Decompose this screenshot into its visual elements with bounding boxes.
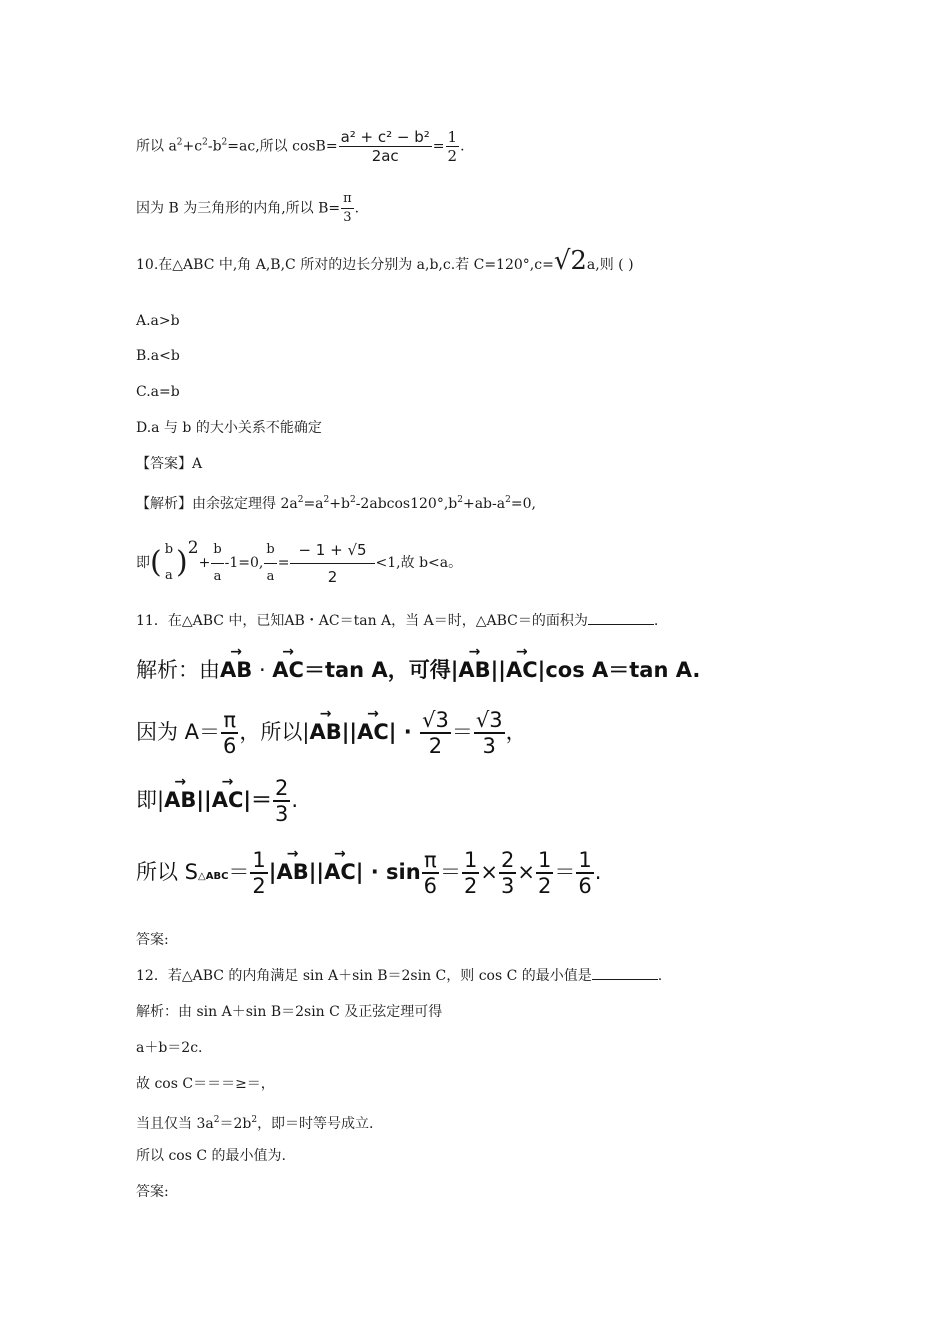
sup: 2: [457, 495, 463, 505]
line-cosB: [136, 128, 465, 165]
numerator: − 1 + √5: [290, 537, 374, 564]
text: |: [268, 860, 277, 884]
explanation-12-e: 所以 cos C 的最小值为.: [136, 1148, 286, 1164]
vector-ab: → AB: [276, 860, 308, 884]
text: ＝: [228, 860, 250, 884]
text: ＝: [440, 860, 462, 884]
text: 解析：由: [136, 658, 220, 682]
solution-11-line2: [136, 708, 527, 758]
numerator: b: [164, 542, 174, 557]
sup: 2: [323, 495, 330, 505]
text: ，即＝时等号成立.: [257, 1116, 374, 1132]
answer-blank: [592, 967, 658, 980]
question-text: 12．若△ABC 的内角满足 sin A＋sin B＝2sin C，则 cos C 的最小值是: [136, 968, 592, 984]
denominator: 2: [464, 874, 478, 898]
fraction: [576, 848, 593, 898]
sup: 2: [176, 137, 183, 148]
text: .: [657, 968, 663, 984]
numerator: 1: [464, 848, 478, 872]
vector-ac: → AC: [272, 658, 304, 682]
vector-ab: → AB: [220, 658, 252, 682]
fraction: [211, 537, 223, 590]
question-text: 10.在△ABC 中,角 A,B,C 所对的边长分别为 a,b,c.若 C=120°,c=: [136, 257, 554, 273]
denominator: a: [165, 568, 173, 583]
numerator: 1: [578, 848, 592, 872]
text: .: [653, 613, 659, 629]
vector-ac: → AC: [506, 658, 538, 682]
sup: 2: [202, 137, 208, 148]
text: ＝: [554, 860, 576, 884]
solution-11-line4: [136, 848, 601, 898]
vector-ab: → AB: [458, 658, 490, 682]
fraction: [290, 537, 374, 590]
denominator: 6: [423, 874, 438, 898]
question-text: 11．在△ABC 中，已知AB・AC＝tan A，当 A＝时，△ABC＝的面积为: [136, 613, 588, 629]
option-d: D.a 与 b 的大小关系不能确定: [136, 420, 322, 436]
numerator: b: [211, 537, 223, 564]
fraction: [462, 848, 479, 898]
question-11: [136, 612, 658, 630]
text: <1,故 b<a。: [375, 555, 463, 571]
vector-ac: → AC: [324, 860, 356, 884]
text: .: [460, 138, 465, 155]
denominator: 6: [223, 734, 237, 758]
numerator: 1: [252, 848, 266, 872]
sup: 2: [213, 1115, 220, 1125]
text: =a: [303, 496, 324, 512]
text: 因为 A＝: [136, 720, 221, 744]
text: ，: [505, 720, 527, 744]
fraction: [163, 537, 175, 589]
text: ＝: [451, 720, 473, 744]
text: -2abcos120°,b: [355, 496, 458, 512]
fraction: [341, 190, 354, 227]
vector-ab: → AB: [310, 720, 342, 744]
answer-11: 答案:: [136, 932, 169, 948]
denominator: 2: [447, 147, 458, 165]
option-c: C.a=b: [136, 384, 180, 400]
denominator: a: [266, 568, 275, 584]
text: | ·: [388, 720, 420, 744]
text: =: [277, 555, 290, 571]
fraction: [264, 537, 276, 590]
explanation-12-b: a＋b＝2c.: [136, 1040, 203, 1056]
denominator: 2: [538, 874, 552, 898]
text: +: [198, 555, 211, 571]
denominator: 3: [501, 874, 515, 898]
question-tail: a,则 ( ): [586, 257, 634, 273]
text: .: [291, 788, 299, 812]
subscript: △ABC: [198, 871, 229, 882]
explanation-10-b: [136, 535, 462, 590]
exponent: 2: [187, 538, 199, 558]
fraction: [474, 708, 505, 758]
text: 即|: [136, 788, 165, 812]
sqrt-two: √2: [553, 246, 587, 276]
sup: 2: [505, 495, 511, 505]
denominator: 3: [482, 734, 496, 758]
text: .: [594, 860, 602, 884]
numerator: π: [221, 708, 238, 734]
text: 所以 S: [136, 860, 199, 884]
option-b: B.a<b: [136, 348, 180, 364]
text: ×: [480, 860, 499, 884]
text: =0,: [510, 496, 536, 512]
explanation-12-a: 解析：由 sin A＋sin B＝2sin C 及正弦定理可得: [136, 1004, 443, 1020]
fraction: [339, 128, 432, 165]
text: ||: [308, 860, 325, 884]
fraction: [499, 848, 516, 898]
text: ·: [252, 658, 273, 682]
numerator: √3: [422, 708, 449, 732]
numerator: 2: [275, 776, 289, 800]
denominator: 3: [275, 802, 289, 826]
text: ＝2b: [219, 1116, 252, 1132]
option-a: A.a>b: [136, 313, 180, 329]
text: 即: [136, 555, 150, 571]
explanation-12-c: 故 cos C＝＝＝≥＝，: [136, 1076, 275, 1092]
denominator: 3: [343, 210, 352, 225]
text: |＝: [243, 788, 273, 812]
denominator: 2: [428, 734, 443, 758]
question-12: [136, 967, 662, 985]
explanation-10: [136, 491, 536, 513]
numerator: a² + c² − b²: [340, 128, 430, 146]
text: 【解析】由余弦定理得 2a: [136, 496, 298, 512]
explanation-12-d: [136, 1111, 374, 1133]
numerator: 2: [501, 848, 515, 872]
solution-11-line3: [136, 776, 298, 826]
paren-open: (: [150, 545, 162, 580]
sup: 2: [221, 137, 228, 148]
text: -1=0,: [224, 555, 264, 571]
fraction: [420, 708, 451, 758]
text: +b: [329, 496, 350, 512]
text: ||: [490, 658, 506, 682]
text: 因为 B 为三角形的内角,所以 B=: [136, 200, 341, 217]
answer-blank: [588, 612, 654, 625]
solution-11-line1: [136, 654, 700, 684]
numerator: b: [264, 537, 276, 564]
sup: 2: [349, 495, 356, 505]
numerator: √3: [475, 708, 503, 732]
text: 所以 a: [136, 138, 177, 155]
text: 当且仅当 3a: [136, 1116, 214, 1132]
text: ，所以|: [239, 720, 310, 744]
text: +ab-a: [462, 496, 506, 512]
fraction: [273, 776, 290, 826]
denominator: 6: [578, 874, 592, 898]
paren-close: ): [176, 545, 188, 580]
fraction: [536, 848, 553, 898]
numerator: π: [341, 190, 354, 209]
fraction: [446, 128, 460, 165]
fraction: [250, 848, 267, 898]
denominator: a: [213, 568, 222, 584]
answer-12: 答案:: [136, 1184, 169, 1200]
vector-ac: → AC: [212, 788, 244, 812]
numerator: 1: [538, 848, 552, 872]
text: =ac,所以 cosB=: [227, 138, 338, 155]
sup: 2: [297, 495, 304, 505]
line-B-value: [136, 190, 359, 227]
text: -b: [207, 138, 222, 155]
denominator: 2: [327, 567, 338, 586]
answer-10: 【答案】A: [136, 456, 203, 472]
numerator: π: [422, 848, 439, 874]
text: ||: [341, 720, 358, 744]
sup: 2: [251, 1115, 258, 1125]
vector-ab: → AB: [164, 788, 196, 812]
denominator: 2ac: [371, 147, 399, 165]
text: | · sin: [355, 860, 421, 884]
numerator: 1: [447, 128, 458, 146]
text: +c: [182, 138, 203, 155]
question-10: [136, 246, 634, 276]
text: ×: [517, 860, 535, 884]
text: |cos A＝tan A.: [537, 658, 701, 682]
text: ||: [196, 788, 212, 812]
text: =: [432, 138, 445, 155]
denominator: 2: [252, 874, 266, 898]
vector-ac: → AC: [357, 720, 389, 744]
fraction: [422, 848, 439, 898]
fraction: [221, 708, 238, 758]
text: ＝tan A，可得|: [303, 658, 459, 682]
text: .: [354, 200, 360, 217]
